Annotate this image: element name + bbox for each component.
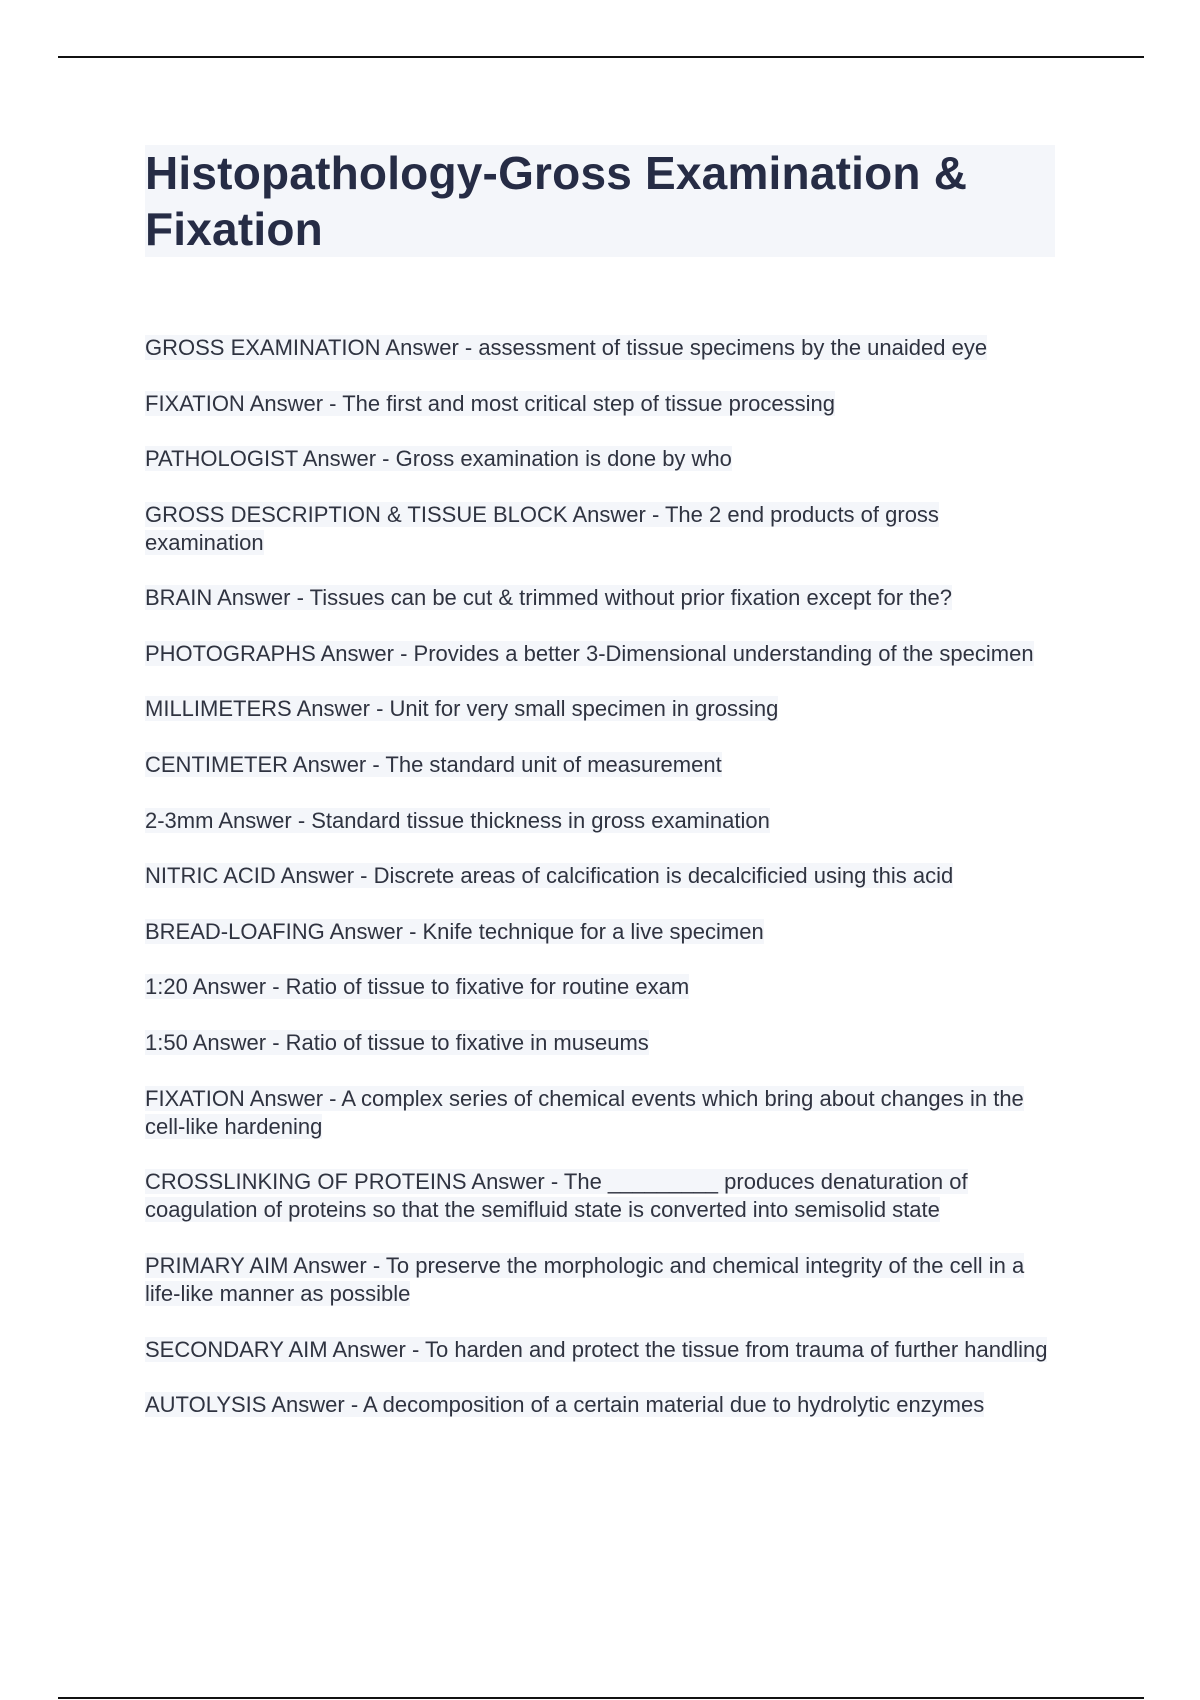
- flashcard-text: 1:20 Answer - Ratio of tissue to fixative for routine exam: [145, 974, 690, 999]
- document-title: Histopathology-Gross Examination & Fixation: [145, 147, 968, 255]
- flashcard-item: [145, 1391, 1060, 1419]
- flashcard-text: CENTIMETER Answer - The standard unit of measurement: [145, 752, 722, 777]
- flashcard-item: [145, 334, 1060, 362]
- flashcard-item: [145, 973, 1060, 1001]
- flashcard-item: [145, 1168, 1060, 1224]
- flashcard-text: GROSS DESCRIPTION & TISSUE BLOCK Answer - The 2 end products of gross examination: [145, 502, 939, 555]
- flashcard-text: PATHOLOGIST Answer - Gross examination is done by who: [145, 446, 732, 471]
- bottom-rule: [58, 1697, 1144, 1699]
- flashcard-item: [145, 1252, 1060, 1308]
- flashcard-item: [145, 1029, 1060, 1057]
- flashcard-item: [145, 584, 1060, 612]
- flashcard-item: [145, 1085, 1060, 1141]
- flashcard-text: AUTOLYSIS Answer - A decomposition of a certain material due to hydrolytic enzymes: [145, 1392, 985, 1417]
- flashcard-item: [145, 390, 1060, 418]
- flashcard-item: [145, 1336, 1060, 1364]
- flashcard-text: GROSS EXAMINATION Answer - assessment of tissue specimens by the unaided eye: [145, 335, 988, 360]
- flashcard-item: [145, 751, 1060, 779]
- flashcard-text: FIXATION Answer - A complex series of chemical events which bring about changes in the cell-like hardening: [145, 1086, 1024, 1139]
- flashcard-item: [145, 695, 1060, 723]
- flashcard-item: [145, 807, 1060, 835]
- top-rule: [58, 56, 1144, 58]
- flashcard-item: [145, 445, 1060, 473]
- flashcard-text: SECONDARY AIM Answer - To harden and protect the tissue from trauma of further handling: [145, 1337, 1048, 1362]
- flashcard-text: BRAIN Answer - Tissues can be cut & trimmed without prior fixation except for the?: [145, 585, 953, 610]
- flashcard-item: [145, 640, 1060, 668]
- flashcard-text: NITRIC ACID Answer - Discrete areas of calcification is decalcificied using this acid: [145, 863, 954, 888]
- flashcard-text: 1:50 Answer - Ratio of tissue to fixative in museums: [145, 1030, 649, 1055]
- flashcard-text: CROSSLINKING OF PROTEINS Answer - The _________ produces denaturation of coagulation of proteins so that the semifluid state is converted into semisolid state: [145, 1169, 968, 1222]
- flashcard-text: PHOTOGRAPHS Answer - Provides a better 3-Dimensional understanding of the specimen: [145, 641, 1034, 666]
- flashcard-text: BREAD-LOAFING Answer - Knife technique for a live specimen: [145, 919, 764, 944]
- flashcard-text: FIXATION Answer - The first and most critical step of tissue processing: [145, 391, 835, 416]
- flashcard-text: MILLIMETERS Answer - Unit for very small specimen in grossing: [145, 696, 779, 721]
- flashcard-list: [145, 334, 1060, 1419]
- flashcard-text: 2-3mm Answer - Standard tissue thickness in gross examination: [145, 808, 770, 833]
- flashcard-item: [145, 862, 1060, 890]
- flashcard-text: PRIMARY AIM Answer - To preserve the morphologic and chemical integrity of the cell in a life-like manner as possible: [145, 1253, 1025, 1306]
- title-box: [145, 145, 1055, 257]
- flashcard-item: [145, 918, 1060, 946]
- flashcard-item: [145, 501, 1060, 557]
